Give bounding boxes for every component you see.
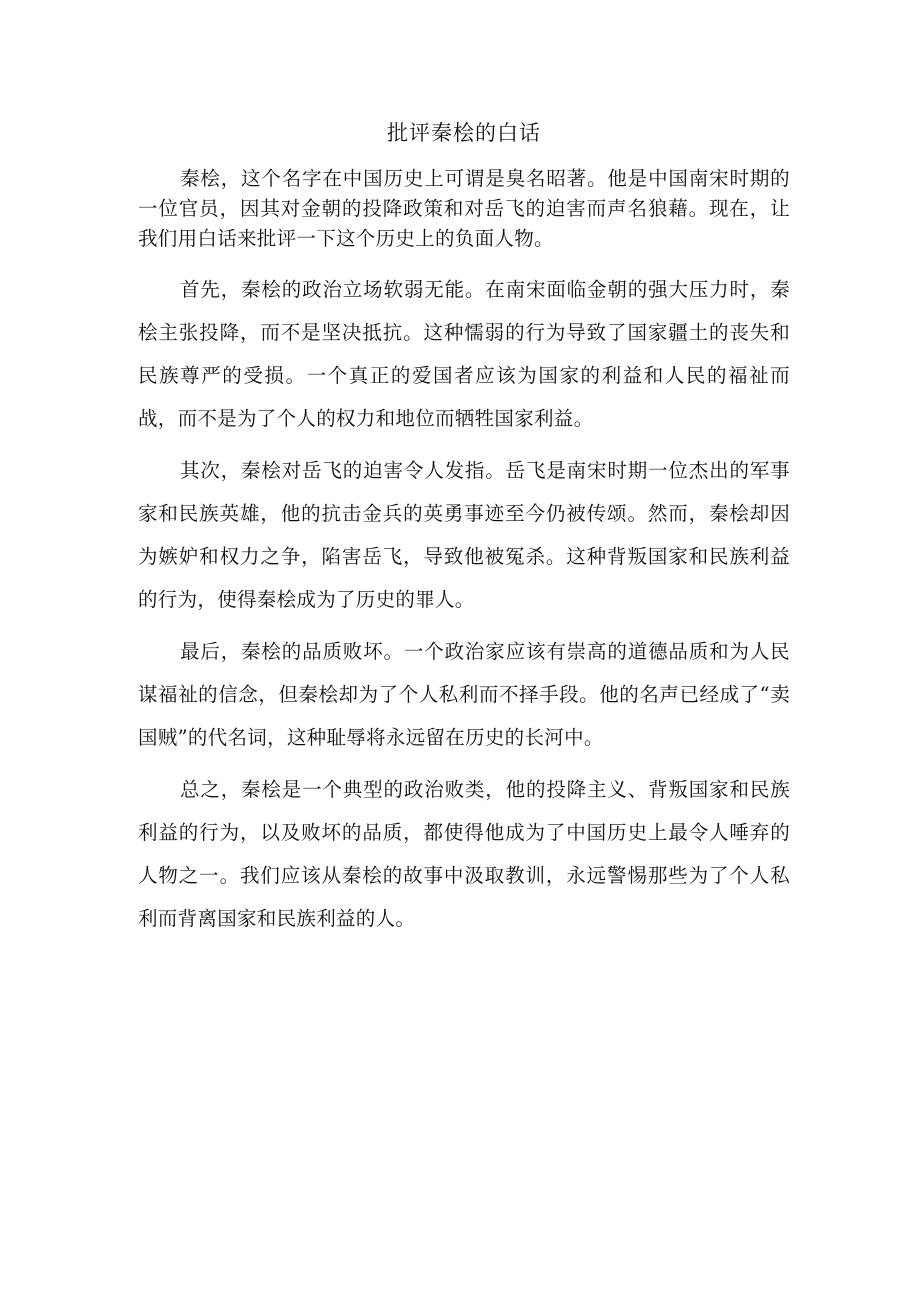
paragraph-first-point: 首先，秦桧的政治立场软弱无能。在南宋面临金朝的强大压力时，秦桧主张投降，而不是坚决抵抗。这种懦弱的行为导致了国家疆土的丧失和民族尊严的受损。一个真正的爱国者应该为国家的利益和人民的福祉而战，而不是为了个人的权力和地位而牺牲国家利益。 — [138, 278, 790, 430]
paragraph-conclusion: 总之，秦桧是一个典型的政治败类，他的投降主义、背叛国家和民族利益的行为，以及败坏的品质，都使得他成为了中国历史上最令人唾弃的人物之一。我们应该从秦桧的故事中汲取教训，永远警惕那些为了个人私利而背离国家和民族利益的人。 — [138, 778, 790, 930]
paragraph-second-point: 其次，秦桧对岳飞的迫害令人发指。岳飞是南宋时期一位杰出的军事家和民族英雄，他的抗击金兵的英勇事迹至今仍被传颂。然而，秦桧却因为嫉妒和权力之争，陷害岳飞，导致他被冤杀。这种背叛国家和民族利益的行为，使得秦桧成为了历史的罪人。 — [138, 459, 790, 611]
document-page — [138, 118, 790, 949]
document-title: 批评秦桧的白话 — [387, 121, 541, 145]
paragraph-third-point: 最后，秦桧的品质败坏。一个政治家应该有崇高的道德品质和为人民谋福祉的信念，但秦桧却为了个人私利而不择手段。他的名声已经成了“卖国贼”的代名词，这种耻辱将永远留在历史的长河中。 — [138, 640, 790, 749]
paragraph-intro: 秦桧，这个名字在中国历史上可谓是臭名昭著。他是中国南宋时期的一位官员，因其对金朝的投降政策和对岳飞的迫害而声名狼藉。现在，让我们用白话来批评一下这个历史上的负面人物。 — [138, 167, 790, 250]
